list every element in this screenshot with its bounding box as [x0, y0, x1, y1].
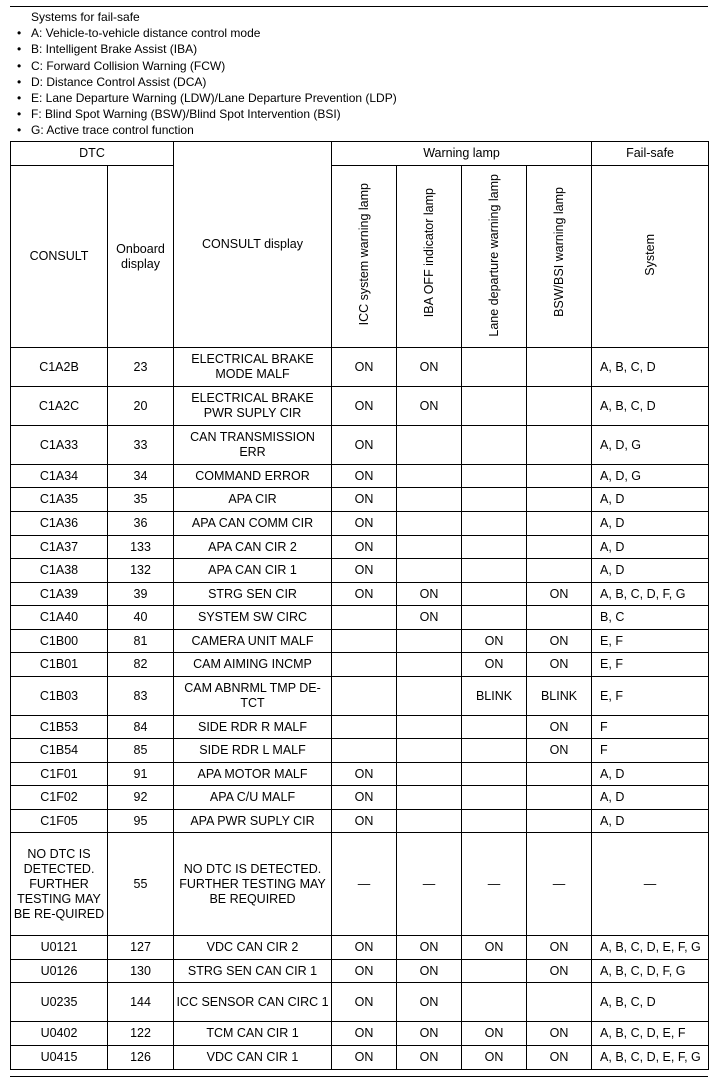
- cell-iba: ON: [397, 583, 462, 606]
- cell-iba: ON: [397, 1022, 462, 1046]
- cell-onboard: 83: [108, 677, 174, 716]
- cell-onboard: 82: [108, 653, 174, 677]
- bullet-icon: •: [17, 91, 22, 106]
- bullet-icon: •: [17, 74, 22, 89]
- cell-iba: ON: [397, 1046, 462, 1070]
- cell-display: APA CAN COMM CIR: [174, 512, 332, 536]
- cell-bsw: [527, 348, 592, 387]
- cell-bsw: [527, 387, 592, 426]
- cell-consult: C1F02: [11, 786, 108, 810]
- legend-item-text: C: Forward Collision Warning (FCW): [31, 58, 226, 73]
- cell-consult: C1F01: [11, 763, 108, 786]
- legend-title: Systems for fail-safe: [31, 10, 140, 24]
- cell-icc: ON: [332, 763, 397, 786]
- cell-system: F: [592, 716, 709, 739]
- header-icc-lamp-label: ICC system warning lamp: [356, 182, 371, 325]
- cell-icc: ON: [332, 936, 397, 960]
- bullet-icon: •: [17, 58, 22, 73]
- cell-consult: C1A33: [11, 426, 108, 465]
- cell-consult: U0235: [11, 983, 108, 1022]
- cell-consult: C1B53: [11, 716, 108, 739]
- cell-system: A, D: [592, 786, 709, 810]
- cell-system: A, B, C, D, E, F, G: [592, 1046, 709, 1070]
- cell-iba: [397, 810, 462, 833]
- cell-icc: ON: [332, 536, 397, 559]
- cell-iba: —: [397, 833, 462, 936]
- cell-iba: ON: [397, 960, 462, 983]
- cell-iba: [397, 630, 462, 653]
- legend-item: [10, 106, 708, 122]
- cell-onboard: 84: [108, 716, 174, 739]
- cell-display: CAM AIMING INCMP: [174, 653, 332, 677]
- cell-system: A, B, C, D: [592, 348, 709, 387]
- cell-bsw: [527, 536, 592, 559]
- cell-onboard: 35: [108, 488, 174, 512]
- header-system: [592, 166, 709, 348]
- cell-display: STRG SEN CAN CIR 1: [174, 960, 332, 983]
- cell-display: VDC CAN CIR 2: [174, 936, 332, 960]
- cell-bsw: ON: [527, 583, 592, 606]
- bullet-icon: •: [17, 123, 22, 138]
- cell-icc: ON: [332, 348, 397, 387]
- cell-iba: [397, 739, 462, 763]
- cell-system: A, D: [592, 488, 709, 512]
- cell-bsw: ON: [527, 716, 592, 739]
- fail-safe-legend: [10, 9, 708, 139]
- cell-consult: C1A2B: [11, 348, 108, 387]
- cell-consult: C1A40: [11, 606, 108, 630]
- cell-bsw: ON: [527, 936, 592, 960]
- cell-consult: C1A39: [11, 583, 108, 606]
- cell-iba: ON: [397, 387, 462, 426]
- table-row: [11, 677, 709, 716]
- table-row: [11, 763, 709, 786]
- cell-lane: ON: [462, 1022, 527, 1046]
- cell-bsw: [527, 606, 592, 630]
- cell-iba: [397, 786, 462, 810]
- cell-lane: [462, 465, 527, 488]
- cell-icc: ON: [332, 488, 397, 512]
- legend-item: [10, 90, 708, 106]
- table-row: [11, 512, 709, 536]
- cell-lane: [462, 512, 527, 536]
- cell-icc: ON: [332, 559, 397, 583]
- cell-system: A, D: [592, 536, 709, 559]
- cell-iba: [397, 426, 462, 465]
- cell-iba: ON: [397, 936, 462, 960]
- cell-display: APA MOTOR MALF: [174, 763, 332, 786]
- cell-bsw: [527, 763, 592, 786]
- cell-display: CAMERA UNIT MALF: [174, 630, 332, 653]
- table-row: [11, 739, 709, 763]
- cell-icc: ON: [332, 512, 397, 536]
- cell-bsw: ON: [527, 1022, 592, 1046]
- table-row: [11, 488, 709, 512]
- table-row: [11, 559, 709, 583]
- legend-item-text: B: Intelligent Brake Assist (IBA): [31, 42, 198, 57]
- table-row: [11, 960, 709, 983]
- header-lane-lamp: [462, 166, 527, 348]
- table-row: [11, 348, 709, 387]
- table-row: [11, 387, 709, 426]
- cell-icc: ON: [332, 465, 397, 488]
- cell-iba: ON: [397, 606, 462, 630]
- bullet-icon: •: [17, 42, 22, 57]
- cell-consult: U0415: [11, 1046, 108, 1070]
- cell-consult: C1A37: [11, 536, 108, 559]
- header-consult: CONSULT: [11, 166, 108, 348]
- cell-display: CAN TRANSMISSION ERR: [174, 426, 332, 465]
- cell-bsw: ON: [527, 960, 592, 983]
- cell-display: NO DTC IS DETECTED. FURTHER TESTING MAY BE REQUIRED: [174, 833, 332, 936]
- cell-onboard: 23: [108, 348, 174, 387]
- cell-bsw: [527, 559, 592, 583]
- cell-icc: [332, 606, 397, 630]
- cell-consult: C1F05: [11, 810, 108, 833]
- cell-onboard: 40: [108, 606, 174, 630]
- cell-consult: C1B01: [11, 653, 108, 677]
- header-onboard-display: Onboard display: [108, 166, 174, 348]
- cell-lane: —: [462, 833, 527, 936]
- dtc-table-body: [11, 348, 709, 1070]
- cell-iba: [397, 653, 462, 677]
- table-row: [11, 653, 709, 677]
- cell-onboard: 34: [108, 465, 174, 488]
- cell-lane: [462, 606, 527, 630]
- header-consult-display: CONSULT display: [174, 142, 332, 348]
- table-row: [11, 630, 709, 653]
- header-iba-lamp: [397, 166, 462, 348]
- cell-iba: [397, 677, 462, 716]
- cell-consult: C1A38: [11, 559, 108, 583]
- cell-lane: [462, 716, 527, 739]
- header-iba-lamp-label: IBA OFF indicator lamp: [421, 187, 436, 317]
- cell-system: A, B, C, D, E, F: [592, 1022, 709, 1046]
- legend-item-text: D: Distance Control Assist (DCA): [31, 74, 207, 89]
- cell-icc: ON: [332, 960, 397, 983]
- header-warning-lamp: Warning lamp: [332, 142, 592, 166]
- cell-lane: [462, 348, 527, 387]
- cell-icc: ON: [332, 1046, 397, 1070]
- header-dtc: DTC: [11, 142, 174, 166]
- legend-list: [10, 25, 708, 138]
- top-rule: [10, 6, 708, 7]
- cell-system: A, D: [592, 512, 709, 536]
- cell-bsw: [527, 465, 592, 488]
- cell-consult: C1B54: [11, 739, 108, 763]
- bottom-rule: [10, 1076, 708, 1077]
- cell-icc: [332, 716, 397, 739]
- cell-icc: —: [332, 833, 397, 936]
- table-row: [11, 606, 709, 630]
- cell-system: A, B, C, D, F, G: [592, 960, 709, 983]
- cell-display: APA CIR: [174, 488, 332, 512]
- cell-system: A, D, G: [592, 426, 709, 465]
- cell-consult: C1B03: [11, 677, 108, 716]
- cell-bsw: [527, 512, 592, 536]
- cell-system: E, F: [592, 630, 709, 653]
- cell-display: COMMAND ERROR: [174, 465, 332, 488]
- cell-system: A, B, C, D, F, G: [592, 583, 709, 606]
- cell-bsw: [527, 426, 592, 465]
- cell-display: APA PWR SUPLY CIR: [174, 810, 332, 833]
- cell-consult: NO DTC IS DETECTED. FURTHER TESTING MAY BE RE-QUIRED: [11, 833, 108, 936]
- cell-lane: [462, 387, 527, 426]
- bullet-icon: •: [17, 107, 22, 122]
- cell-onboard: 92: [108, 786, 174, 810]
- legend-item-text: G: Active trace control function: [31, 123, 194, 138]
- cell-display: SIDE RDR R MALF: [174, 716, 332, 739]
- cell-system: A, D, G: [592, 465, 709, 488]
- cell-iba: [397, 512, 462, 536]
- cell-icc: ON: [332, 810, 397, 833]
- cell-consult: U0402: [11, 1022, 108, 1046]
- cell-bsw: ON: [527, 739, 592, 763]
- cell-icc: [332, 677, 397, 716]
- cell-iba: [397, 465, 462, 488]
- cell-icc: ON: [332, 1022, 397, 1046]
- table-row: [11, 786, 709, 810]
- table-row: [11, 936, 709, 960]
- cell-iba: ON: [397, 983, 462, 1022]
- header-icc-lamp: [332, 166, 397, 348]
- cell-system: A, B, C, D, E, F, G: [592, 936, 709, 960]
- cell-display: VDC CAN CIR 1: [174, 1046, 332, 1070]
- legend-item-text: A: Vehicle-to-vehicle distance control mode: [31, 26, 261, 41]
- cell-onboard: 133: [108, 536, 174, 559]
- cell-onboard: 130: [108, 960, 174, 983]
- cell-lane: ON: [462, 1046, 527, 1070]
- legend-item-text: E: Lane Departure Warning (LDW)/Lane Departure Prevention (LDP): [31, 91, 397, 106]
- cell-display: STRG SEN CIR: [174, 583, 332, 606]
- table-row: [11, 716, 709, 739]
- cell-lane: ON: [462, 630, 527, 653]
- cell-onboard: 81: [108, 630, 174, 653]
- cell-icc: [332, 653, 397, 677]
- table-row: [11, 1022, 709, 1046]
- cell-onboard: 33: [108, 426, 174, 465]
- table-row: [11, 810, 709, 833]
- table-row: [11, 1046, 709, 1070]
- cell-system: A, B, C, D: [592, 983, 709, 1022]
- cell-lane: [462, 786, 527, 810]
- cell-icc: [332, 739, 397, 763]
- cell-icc: ON: [332, 387, 397, 426]
- cell-lane: [462, 983, 527, 1022]
- header-lane-lamp-label: Lane departure warning lamp: [486, 174, 501, 337]
- cell-system: A, D: [592, 763, 709, 786]
- cell-bsw: [527, 786, 592, 810]
- cell-onboard: 55: [108, 833, 174, 936]
- cell-iba: [397, 763, 462, 786]
- cell-icc: ON: [332, 983, 397, 1022]
- cell-consult: C1A36: [11, 512, 108, 536]
- cell-system: E, F: [592, 653, 709, 677]
- cell-consult: C1A34: [11, 465, 108, 488]
- cell-iba: [397, 536, 462, 559]
- cell-system: F: [592, 739, 709, 763]
- cell-onboard: 36: [108, 512, 174, 536]
- table-row: [11, 833, 709, 936]
- cell-display: APA CAN CIR 2: [174, 536, 332, 559]
- cell-lane: ON: [462, 653, 527, 677]
- cell-display: TCM CAN CIR 1: [174, 1022, 332, 1046]
- cell-onboard: 127: [108, 936, 174, 960]
- bullet-icon: •: [17, 26, 22, 41]
- cell-system: A, D: [592, 559, 709, 583]
- cell-display: ELECTRICAL BRAKE PWR SUPLY CIR: [174, 387, 332, 426]
- cell-bsw: [527, 983, 592, 1022]
- cell-lane: [462, 426, 527, 465]
- cell-consult: C1A35: [11, 488, 108, 512]
- legend-item: [10, 122, 708, 138]
- cell-lane: [462, 583, 527, 606]
- cell-onboard: 91: [108, 763, 174, 786]
- legend-item: [10, 58, 708, 74]
- cell-onboard: 95: [108, 810, 174, 833]
- cell-iba: [397, 559, 462, 583]
- cell-onboard: 126: [108, 1046, 174, 1070]
- cell-display: CAM ABNRML TMP DE-TCT: [174, 677, 332, 716]
- cell-onboard: 132: [108, 559, 174, 583]
- cell-icc: ON: [332, 426, 397, 465]
- cell-system: A, B, C, D: [592, 387, 709, 426]
- legend-item-text: F: Blind Spot Warning (BSW)/Blind Spot Intervention (BSI): [31, 107, 341, 122]
- header-fail-safe: Fail-safe: [592, 142, 709, 166]
- cell-bsw: ON: [527, 630, 592, 653]
- legend-item: [10, 41, 708, 57]
- cell-lane: [462, 559, 527, 583]
- legend-item: [10, 74, 708, 90]
- cell-lane: [462, 536, 527, 559]
- cell-bsw: [527, 810, 592, 833]
- cell-onboard: 85: [108, 739, 174, 763]
- cell-display: ICC SENSOR CAN CIRC 1: [174, 983, 332, 1022]
- cell-display: APA CAN CIR 1: [174, 559, 332, 583]
- cell-icc: ON: [332, 583, 397, 606]
- cell-lane: [462, 763, 527, 786]
- header-bsw-lamp-label: BSW/BSI warning lamp: [551, 187, 566, 317]
- cell-onboard: 144: [108, 983, 174, 1022]
- table-row: [11, 583, 709, 606]
- cell-onboard: 122: [108, 1022, 174, 1046]
- cell-bsw: BLINK: [527, 677, 592, 716]
- cell-icc: ON: [332, 786, 397, 810]
- cell-bsw: —: [527, 833, 592, 936]
- cell-consult: C1A2C: [11, 387, 108, 426]
- table-row: [11, 465, 709, 488]
- cell-consult: U0121: [11, 936, 108, 960]
- cell-iba: [397, 716, 462, 739]
- cell-system: A, D: [592, 810, 709, 833]
- cell-iba: ON: [397, 348, 462, 387]
- cell-lane: BLINK: [462, 677, 527, 716]
- header-system-label: System: [642, 233, 657, 276]
- table-row: [11, 426, 709, 465]
- cell-bsw: [527, 488, 592, 512]
- cell-system: B, C: [592, 606, 709, 630]
- cell-lane: ON: [462, 936, 527, 960]
- legend-item: [10, 25, 708, 41]
- header-bsw-lamp: [527, 166, 592, 348]
- cell-lane: [462, 739, 527, 763]
- cell-display: ELECTRICAL BRAKE MODE MALF: [174, 348, 332, 387]
- cell-lane: [462, 488, 527, 512]
- cell-onboard: 39: [108, 583, 174, 606]
- cell-onboard: 20: [108, 387, 174, 426]
- table-row: [11, 983, 709, 1022]
- cell-display: SIDE RDR L MALF: [174, 739, 332, 763]
- cell-display: SYSTEM SW CIRC: [174, 606, 332, 630]
- cell-system: —: [592, 833, 709, 936]
- dtc-table: [10, 141, 709, 1070]
- cell-consult: U0126: [11, 960, 108, 983]
- table-row: [11, 536, 709, 559]
- cell-system: E, F: [592, 677, 709, 716]
- cell-consult: C1B00: [11, 630, 108, 653]
- cell-lane: [462, 810, 527, 833]
- cell-icc: [332, 630, 397, 653]
- cell-bsw: ON: [527, 653, 592, 677]
- cell-lane: [462, 960, 527, 983]
- cell-bsw: ON: [527, 1046, 592, 1070]
- cell-display: APA C/U MALF: [174, 786, 332, 810]
- cell-iba: [397, 488, 462, 512]
